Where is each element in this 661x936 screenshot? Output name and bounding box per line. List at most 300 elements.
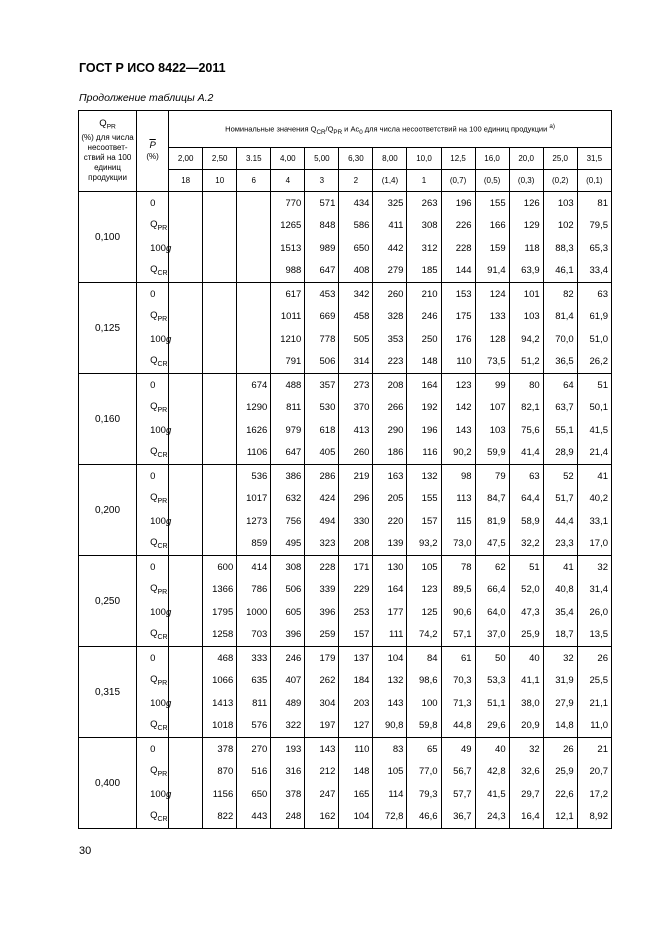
table-cell: 16,4 (509, 806, 543, 829)
table-cell: 1066 (203, 670, 237, 693)
table-cell: 530 (305, 397, 339, 420)
table-cell: 153 (441, 283, 475, 306)
table-cell: 143 (305, 738, 339, 761)
table-cell: 104 (373, 647, 407, 670)
table-row (79, 328, 612, 351)
table-row (79, 670, 612, 693)
table-cell: 22,6 (543, 783, 577, 806)
row-label: 100g (137, 692, 169, 715)
table-cell: 163 (373, 465, 407, 488)
table-cell: 52 (543, 465, 577, 488)
table-cell: 159 (475, 237, 509, 260)
table-cell: 1795 (203, 601, 237, 624)
table-cell (169, 442, 203, 465)
row-label: $Q_{PR}$ (137, 488, 169, 511)
table-cell (203, 351, 237, 374)
table-cell: 79,5 (577, 215, 611, 238)
table-cell: 51 (509, 556, 543, 579)
table-cell: 164 (373, 579, 407, 602)
table-cell: 506 (305, 351, 339, 374)
table-cell: 44,8 (441, 715, 475, 738)
table-cell: 128 (475, 328, 509, 351)
table-cell: 105 (373, 761, 407, 784)
table-cell: 129 (509, 215, 543, 238)
table-cell: 32 (509, 738, 543, 761)
table-cell: 208 (339, 533, 373, 556)
table-cell: 126 (509, 192, 543, 215)
table-row (79, 510, 612, 533)
table-cell (169, 419, 203, 442)
table-cell: 756 (271, 510, 305, 533)
ac-value-header: 18 (169, 170, 203, 192)
table-cell: 93,2 (407, 533, 441, 556)
table-cell: 79,3 (407, 783, 441, 806)
table-cell (169, 647, 203, 670)
table-cell (237, 306, 271, 329)
table-cell (237, 192, 271, 215)
table-cell: 21 (577, 738, 611, 761)
table-cell: 988 (271, 260, 305, 283)
table-cell: 139 (373, 533, 407, 556)
qpr-value: 0,315 (79, 647, 137, 738)
nominal-value-header: 6,30 (339, 148, 373, 170)
table-cell: 24,3 (475, 806, 509, 829)
table-cell: 162 (305, 806, 339, 829)
table-cell (237, 328, 271, 351)
table-cell: 40,2 (577, 488, 611, 511)
table-cell: 600 (203, 556, 237, 579)
table-cell: 64,4 (509, 488, 543, 511)
table-cell: 82 (543, 283, 577, 306)
table-cell: 308 (407, 215, 441, 238)
table-cell: 246 (271, 647, 305, 670)
table-cell: 414 (237, 556, 271, 579)
table-cell: 219 (339, 465, 373, 488)
table-cell: 105 (407, 556, 441, 579)
table-cell: 51,0 (577, 328, 611, 351)
row-label: $Q_{PR}$ (137, 670, 169, 693)
table-cell: 325 (373, 192, 407, 215)
table-cell: 49 (441, 738, 475, 761)
table-cell: 50 (475, 647, 509, 670)
nominal-value-header: 2,50 (203, 148, 237, 170)
table-cell: 1106 (237, 442, 271, 465)
table-row (79, 465, 612, 488)
table-cell: 323 (305, 533, 339, 556)
table-row (79, 488, 612, 511)
table-cell (203, 328, 237, 351)
table-cell: 586 (339, 215, 373, 238)
table-cell: 29,7 (509, 783, 543, 806)
nominal-value-header: 20,0 (509, 148, 543, 170)
table-row (79, 738, 612, 761)
table-cell: 17,2 (577, 783, 611, 806)
table-cell: 118 (509, 237, 543, 260)
table-cell: 132 (373, 670, 407, 693)
row-label: $Q_{PR}$ (137, 215, 169, 238)
table-cell: 165 (339, 783, 373, 806)
table-cell: 396 (271, 624, 305, 647)
table-cell: 14,8 (543, 715, 577, 738)
table-cell: 424 (305, 488, 339, 511)
table-cell: 41 (577, 465, 611, 488)
table-cell: 270 (237, 738, 271, 761)
table-cell: 223 (373, 351, 407, 374)
table-cell (169, 260, 203, 283)
table-cell: 1513 (271, 237, 305, 260)
table-cell (237, 351, 271, 374)
table-cell: 133 (475, 306, 509, 329)
table-cell: 80 (509, 374, 543, 397)
ac-value-header: 3 (305, 170, 339, 192)
table-cell: 114 (373, 783, 407, 806)
table-cell: 51,2 (509, 351, 543, 374)
table-row (79, 237, 612, 260)
table-row (79, 783, 612, 806)
table-cell: 63,7 (543, 397, 577, 420)
table-cell: 208 (373, 374, 407, 397)
table-cell: 51,1 (475, 692, 509, 715)
table-cell: 157 (339, 624, 373, 647)
table-cell: 28,9 (543, 442, 577, 465)
table-cell (203, 442, 237, 465)
table-cell: 286 (305, 465, 339, 488)
table-cell: 442 (373, 237, 407, 260)
table-cell: 143 (373, 692, 407, 715)
table-cell: 250 (407, 328, 441, 351)
table-cell: 90,8 (373, 715, 407, 738)
table-row (79, 306, 612, 329)
table-cell: 63 (577, 283, 611, 306)
table-cell: 148 (407, 351, 441, 374)
table-cell: 618 (305, 419, 339, 442)
table-cell: 1210 (271, 328, 305, 351)
table-row (79, 533, 612, 556)
qpr-value: 0,100 (79, 192, 137, 283)
table-cell: 115 (441, 510, 475, 533)
table-cell: 468 (203, 647, 237, 670)
table-cell: 196 (441, 192, 475, 215)
table-cell: 75,6 (509, 419, 543, 442)
table-cell: 32 (577, 556, 611, 579)
table-cell: 142 (441, 397, 475, 420)
table-cell: 339 (305, 579, 339, 602)
qpr-value: 0,400 (79, 738, 137, 829)
table-cell: 110 (441, 351, 475, 374)
table-cell: 18,7 (543, 624, 577, 647)
table-cell: 25,9 (543, 761, 577, 784)
table-cell: 132 (407, 465, 441, 488)
table-cell: 88,3 (543, 237, 577, 260)
table-cell (237, 283, 271, 306)
nominal-value-header: 2,00 (169, 148, 203, 170)
table-cell: 23,3 (543, 533, 577, 556)
table-cell: 617 (271, 283, 305, 306)
table-cell (203, 419, 237, 442)
table-cell (203, 510, 237, 533)
table-cell: 1156 (203, 783, 237, 806)
table-cell: 116 (407, 442, 441, 465)
page-number: 30 (79, 845, 92, 857)
row-label: 0 (137, 556, 169, 579)
table-cell (237, 260, 271, 283)
table-cell: 489 (271, 692, 305, 715)
table-cell: 111 (373, 624, 407, 647)
row-label: 100g (137, 419, 169, 442)
table-cell (169, 283, 203, 306)
table-cell: 41 (543, 556, 577, 579)
table-cell: 104 (339, 806, 373, 829)
table-cell: 848 (305, 215, 339, 238)
nominal-value-header: 31,5 (577, 148, 611, 170)
table-row (79, 351, 612, 374)
table-cell: 32,6 (509, 761, 543, 784)
table-cell: 811 (271, 397, 305, 420)
table-cell (169, 670, 203, 693)
table-cell (169, 306, 203, 329)
table-cell: 78 (441, 556, 475, 579)
table-cell: 130 (373, 556, 407, 579)
table-cell: 26,2 (577, 351, 611, 374)
qpr-column-header: $Q_{PR}$ (%) для числа несоответ-ствий на 100 единиц продукции (79, 111, 137, 192)
table-cell: 870 (203, 761, 237, 784)
ac-value-header: 6 (237, 170, 271, 192)
table-cell: 26 (543, 738, 577, 761)
row-label: 100g (137, 328, 169, 351)
table-cell: 248 (271, 806, 305, 829)
row-label: $Q_{CR}$ (137, 442, 169, 465)
table-cell: 1626 (237, 419, 271, 442)
table-cell: 262 (305, 670, 339, 693)
table-cell: 100 (407, 692, 441, 715)
table-cell: 536 (237, 465, 271, 488)
table-cell: 407 (271, 670, 305, 693)
ac-value-header: (0,5) (475, 170, 509, 192)
table-cell: 1258 (203, 624, 237, 647)
table-cell: 57,1 (441, 624, 475, 647)
table-cell (169, 351, 203, 374)
table-cell: 40,8 (543, 579, 577, 602)
table-row (79, 442, 612, 465)
table-cell: 1011 (271, 306, 305, 329)
table-cell: 73,5 (475, 351, 509, 374)
table-cell (169, 624, 203, 647)
table-cell: 35,4 (543, 601, 577, 624)
table-cell: 61 (441, 647, 475, 670)
table-cell: 81,4 (543, 306, 577, 329)
table-row (79, 215, 612, 238)
table-cell: 144 (441, 260, 475, 283)
table-cell: 32 (543, 647, 577, 670)
table-cell: 185 (407, 260, 441, 283)
table-cell: 38,0 (509, 692, 543, 715)
table-cell: 52,0 (509, 579, 543, 602)
row-label: $Q_{PR}$ (137, 579, 169, 602)
qpr-value: 0,160 (79, 374, 137, 465)
table-cell: 378 (271, 783, 305, 806)
row-label: 0 (137, 738, 169, 761)
table-row (79, 715, 612, 738)
table-cell: 1018 (203, 715, 237, 738)
table-cell: 103 (475, 419, 509, 442)
table-cell: 176 (441, 328, 475, 351)
table-cell: 333 (237, 647, 271, 670)
table-cell: 1413 (203, 692, 237, 715)
table-cell (203, 533, 237, 556)
table-cell: 166 (475, 215, 509, 238)
table-cell: 1265 (271, 215, 305, 238)
table-cell (203, 192, 237, 215)
table-cell (169, 510, 203, 533)
table-cell: 70,0 (543, 328, 577, 351)
table-cell: 110 (339, 738, 373, 761)
table-cell: 1000 (237, 601, 271, 624)
table-cell: 266 (373, 397, 407, 420)
table-cell: 413 (339, 419, 373, 442)
table-cell: 55,1 (543, 419, 577, 442)
table-cell: 164 (407, 374, 441, 397)
table-cell: 635 (237, 670, 271, 693)
table-cell: 64,0 (475, 601, 509, 624)
table-cell (169, 374, 203, 397)
table-cell: 179 (305, 647, 339, 670)
row-label: 100g (137, 601, 169, 624)
table-cell: 260 (373, 283, 407, 306)
table-cell: 91,4 (475, 260, 509, 283)
table-cell: 94,2 (509, 328, 543, 351)
table-cell: 58,9 (509, 510, 543, 533)
table-cell: 113 (441, 488, 475, 511)
row-label: 0 (137, 192, 169, 215)
table-cell: 40 (509, 647, 543, 670)
table-cell: 12,1 (543, 806, 577, 829)
table-cell: 647 (271, 442, 305, 465)
table-cell: 143 (441, 419, 475, 442)
table-cell: 196 (407, 419, 441, 442)
table-cell (237, 237, 271, 260)
table-cell: 26,0 (577, 601, 611, 624)
table-cell: 41,4 (509, 442, 543, 465)
row-label: $Q_{CR}$ (137, 806, 169, 829)
row-label: 0 (137, 647, 169, 670)
table-cell: 177 (373, 601, 407, 624)
table-cell: 1290 (237, 397, 271, 420)
table-row (79, 806, 612, 829)
table-cell: 203 (339, 692, 373, 715)
table-cell: 370 (339, 397, 373, 420)
table-cell: 408 (339, 260, 373, 283)
table-cell: 20,9 (509, 715, 543, 738)
ac-value-header: (0,7) (441, 170, 475, 192)
table-cell: 253 (339, 601, 373, 624)
table-cell: 125 (407, 601, 441, 624)
row-label: $Q_{CR}$ (137, 351, 169, 374)
row-label: $Q_{PR}$ (137, 306, 169, 329)
table-cell: 44,4 (543, 510, 577, 533)
table-cell: 228 (305, 556, 339, 579)
table-cell: 505 (339, 328, 373, 351)
table-cell (169, 556, 203, 579)
table-cell: 123 (407, 579, 441, 602)
ac-value-header: 2 (339, 170, 373, 192)
table-cell: 226 (441, 215, 475, 238)
table-row (79, 397, 612, 420)
table-cell (169, 192, 203, 215)
table-cell: 17,0 (577, 533, 611, 556)
table-cell: 184 (339, 670, 373, 693)
table-cell: 263 (407, 192, 441, 215)
table-row (79, 419, 612, 442)
table-cell (169, 397, 203, 420)
table-caption: Продолжение таблицы А.2 (79, 92, 214, 104)
table-cell (203, 374, 237, 397)
table-cell: 148 (339, 761, 373, 784)
nominal-value-header: 10,0 (407, 148, 441, 170)
table-cell: 98 (441, 465, 475, 488)
table-cell: 770 (271, 192, 305, 215)
table-cell: 33,4 (577, 260, 611, 283)
table-cell: 20,7 (577, 761, 611, 784)
table-cell: 81,9 (475, 510, 509, 533)
table-cell: 41,5 (475, 783, 509, 806)
table-cell: 811 (237, 692, 271, 715)
table-cell: 506 (271, 579, 305, 602)
row-label: 100g (137, 783, 169, 806)
table-cell: 65,3 (577, 237, 611, 260)
nominal-values-title: Номинальные значения $Q_{CR}/Q_{PR}$ и $Ac_0$ для числа несоответствий на 100 единиц продукции $^{a)}$ (169, 111, 612, 148)
table-cell: 247 (305, 783, 339, 806)
table-cell: 175 (441, 306, 475, 329)
table-cell: 73,0 (441, 533, 475, 556)
table-cell: 51,7 (543, 488, 577, 511)
table-cell: 296 (339, 488, 373, 511)
table-cell: 279 (373, 260, 407, 283)
table-cell: 647 (305, 260, 339, 283)
table-cell (203, 306, 237, 329)
nominal-value-header: 12,5 (441, 148, 475, 170)
table-row (79, 624, 612, 647)
table-cell: 103 (543, 192, 577, 215)
table-cell (169, 601, 203, 624)
table-cell: 786 (237, 579, 271, 602)
table-cell: 458 (339, 306, 373, 329)
table-row (79, 192, 612, 215)
table-row (79, 283, 612, 306)
table-cell: 33,1 (577, 510, 611, 533)
table-cell: 71,3 (441, 692, 475, 715)
table-cell: 84,7 (475, 488, 509, 511)
table-cell: 1366 (203, 579, 237, 602)
table-cell: 353 (373, 328, 407, 351)
table-row (79, 374, 612, 397)
row-label: $Q_{PR}$ (137, 761, 169, 784)
table-cell: 260 (339, 442, 373, 465)
table-cell: 273 (339, 374, 373, 397)
table-cell: 605 (271, 601, 305, 624)
nominal-value-header: 5,00 (305, 148, 339, 170)
table-cell: 322 (271, 715, 305, 738)
table-cell: 155 (475, 192, 509, 215)
ac-value-header: 1 (407, 170, 441, 192)
table-cell (203, 215, 237, 238)
ac-value-header: (1,4) (373, 170, 407, 192)
table-cell: 516 (237, 761, 271, 784)
table-cell: 357 (305, 374, 339, 397)
table-cell: 21,1 (577, 692, 611, 715)
ac-value-header: (0,2) (543, 170, 577, 192)
table-cell: 246 (407, 306, 441, 329)
table-cell: 77,0 (407, 761, 441, 784)
